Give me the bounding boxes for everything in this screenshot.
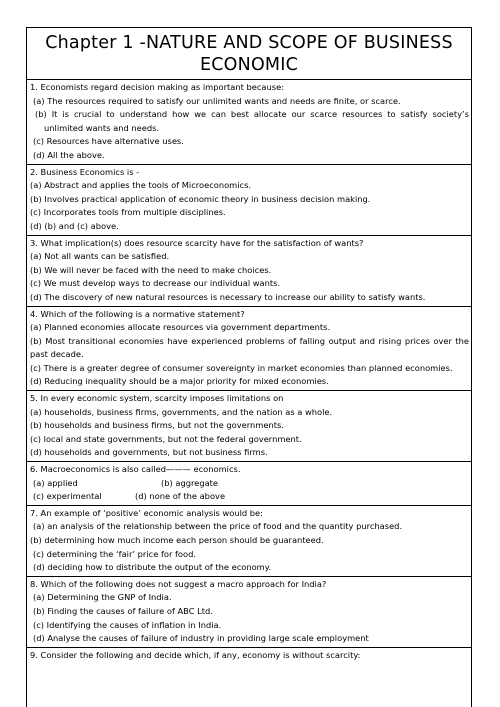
question-text: 9. Consider the following and decide which, if any, economy is without scarcity: bbox=[30, 649, 361, 660]
page-title bbox=[27, 28, 471, 80]
option-b: (b) It is crucial to understand how we can best allocate our scarce resources to satisfy society’s unlimited wants and needs. bbox=[35, 109, 469, 133]
option-c: (c) Identifying the causes of inflation in India. bbox=[33, 619, 222, 630]
option-b: (b) We will never be faced with the need to make choices. bbox=[30, 264, 272, 275]
title-line-1: Chapter 1 -NATURE AND SCOPE OF BUSINESS bbox=[45, 33, 453, 53]
option-c: (c) Resources have alternative uses. bbox=[33, 136, 184, 147]
option-a: (a) Determining the GNP of India. bbox=[33, 592, 172, 603]
option-a: (a) applied bbox=[33, 477, 78, 488]
option-a: (a) Abstract and applies the tools of Microeconomics. bbox=[30, 180, 252, 191]
option-c: (c) determining the ‘fair’ price for food. bbox=[33, 548, 196, 559]
option-d: (d) (b) and (c) above. bbox=[30, 220, 119, 231]
option-c: (c) There is a greater degree of consumer sovereignty in market economies than planned economies. bbox=[30, 362, 453, 373]
question-text: 8. Which of the following does not suggest a macro approach for India? bbox=[30, 578, 327, 589]
option-b: (b) Most transitional economies have experienced problems of falling output and rising prices over the past decade. bbox=[30, 335, 469, 360]
question-text: 5. In every economic system, scarcity imposes limitations on bbox=[30, 393, 284, 404]
question-9 bbox=[27, 648, 471, 664]
option-a: (a) Not all wants can be satisfied. bbox=[30, 251, 170, 262]
option-b: (b) Finding the causes of failure of ABC Ltd. bbox=[33, 605, 213, 616]
option-b: (b) determining how much income each person should be guaranteed. bbox=[30, 535, 324, 545]
option-c: (c) Incorporates tools from multiple disciplines. bbox=[30, 207, 226, 218]
question-text: 7. An example of ‘positive’ economic analysis would be: bbox=[30, 507, 263, 518]
option-d: (d) deciding how to distribute the output of the economy. bbox=[33, 562, 272, 573]
question-3 bbox=[27, 236, 471, 307]
option-d: (d) households and governments, but not business firms. bbox=[30, 447, 268, 458]
option-d: (d) All the above. bbox=[33, 149, 105, 160]
question-5 bbox=[27, 391, 471, 462]
document-page bbox=[26, 27, 472, 707]
question-8 bbox=[27, 577, 471, 648]
option-b: (b) Involves practical application of economic theory in business decision making. bbox=[30, 193, 371, 204]
question-1 bbox=[27, 80, 471, 165]
option-a: (a) households, business firms, governments, and the nation as a whole. bbox=[30, 406, 333, 417]
option-c: (c) local and state governments, but not the federal government. bbox=[30, 433, 302, 444]
question-7 bbox=[27, 506, 471, 577]
question-text: 6. Macroeconomics is also called——— economics. bbox=[30, 464, 241, 475]
option-a: (a) an analysis of the relationship between the price of food and the quantity purchased. bbox=[33, 521, 403, 532]
question-4 bbox=[27, 307, 471, 392]
option-d: (d) The discovery of new natural resources is necessary to increase our ability to satisfy wants. bbox=[30, 291, 426, 302]
question-text: 1. Economists regard decision making as important because: bbox=[30, 82, 284, 92]
options-row-1 bbox=[30, 477, 469, 491]
option-c: (c) experimental bbox=[33, 491, 102, 502]
title-line-2: ECONOMIC bbox=[200, 55, 298, 75]
options-row-2 bbox=[30, 490, 469, 504]
question-text: 2. Business Economics is - bbox=[30, 166, 140, 177]
option-c: (c) We must develop ways to decrease our individual wants. bbox=[30, 278, 281, 289]
option-b: (b) households and business firms, but not the governments. bbox=[30, 420, 284, 431]
question-text: 3. What implication(s) does resource scarcity have for the satisfaction of wants? bbox=[30, 237, 364, 248]
option-d: (d) none of the above bbox=[135, 491, 226, 502]
question-2 bbox=[27, 165, 471, 236]
option-b: (b) aggregate bbox=[161, 477, 219, 488]
option-d: (d) Reducing inequality should be a major priority for mixed economies. bbox=[30, 376, 329, 387]
option-d: (d) Analyse the causes of failure of industry in providing large scale employment bbox=[33, 633, 369, 644]
option-a: (a) The resources required to satisfy our unlimited wants and needs are finite, or scarce. bbox=[33, 95, 401, 106]
question-6 bbox=[27, 462, 471, 506]
option-a: (a) Planned economies allocate resources via government departments. bbox=[30, 322, 331, 333]
question-text: 4. Which of the following is a normative statement? bbox=[30, 308, 245, 319]
